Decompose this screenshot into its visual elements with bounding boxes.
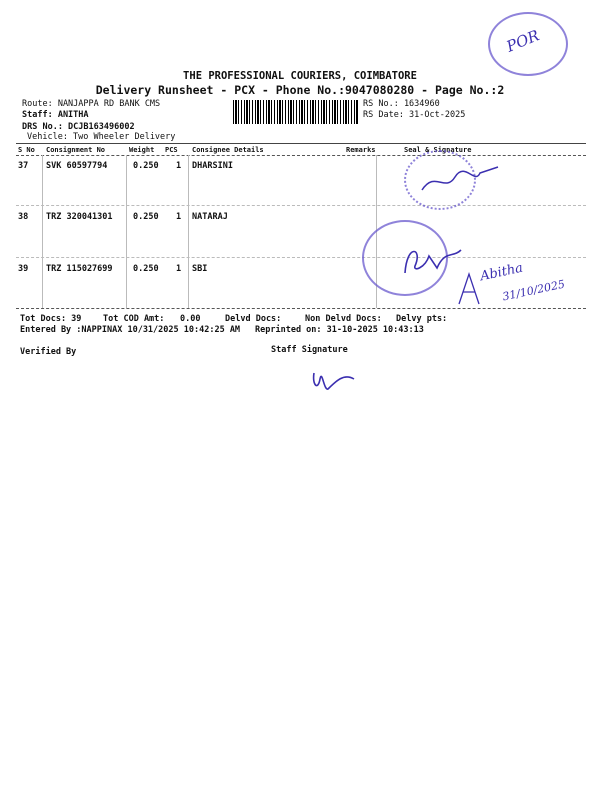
row-pcs: 1 <box>176 161 182 171</box>
table-bottom-rule <box>16 308 586 309</box>
reprinted-on: Reprinted on: 31-10-2025 10:43:13 <box>255 325 424 335</box>
row-pcs: 1 <box>176 264 182 274</box>
table-top-rule <box>16 143 586 144</box>
col-consignment: Consignment No <box>46 146 106 154</box>
row-weight: 0.250 <box>133 161 159 171</box>
verified-by: Verified By <box>20 347 77 357</box>
rs-date: RS Date: 31-Oct-2025 <box>363 110 466 120</box>
row-consignment: TRZ 320041301 <box>46 212 113 222</box>
handwritten-date: 31/10/2025 <box>501 277 567 304</box>
col-separator <box>126 155 127 308</box>
col-pcs: PCS <box>165 146 178 154</box>
tot-cod-label: Tot COD Amt: <box>103 314 165 324</box>
barcode <box>233 100 359 124</box>
rs-number: RS No.: 1634960 <box>363 99 440 109</box>
row-rule <box>16 205 586 206</box>
row-sno: 39 <box>18 264 29 274</box>
tot-cod-value: 0.00 <box>180 314 201 324</box>
company-title: THE PROFESSIONAL COURIERS, COIMBATORE <box>183 70 417 82</box>
row-consignee: DHARSINI <box>192 161 233 171</box>
row-weight: 0.250 <box>133 264 159 274</box>
col-separator <box>188 155 189 308</box>
col-remarks: Remarks <box>346 146 376 154</box>
delvd-docs: Delvd Docs: <box>225 314 282 324</box>
row-consignment: SVK 60597794 <box>46 161 108 171</box>
runsheet-subtitle: Delivery Runsheet - PCX - Phone No.:9047080280 - Page No.:2 <box>95 83 505 97</box>
tot-docs: Tot Docs: 39 <box>20 314 82 324</box>
row-pcs: 1 <box>176 212 182 222</box>
table-header-rule <box>16 155 586 156</box>
staff-signature <box>310 365 360 393</box>
signature-row37 <box>420 165 500 195</box>
signature-row39 <box>455 270 483 306</box>
col-seal: Seal & Signature <box>404 146 472 154</box>
row-consignee: NATARAJ <box>192 212 228 222</box>
delvy-pts: Delvy pts: <box>396 314 448 324</box>
row-sno: 38 <box>18 212 29 222</box>
non-delvd-docs: Non Delvd Docs: <box>305 314 382 324</box>
row-weight: 0.250 <box>133 212 159 222</box>
route-label: Route: NANJAPPA RD BANK CMS <box>22 99 161 109</box>
entered-by: Entered By :NAPPINAX 10/31/2025 10:42:25 AM <box>20 325 241 335</box>
row-sno: 37 <box>18 161 29 171</box>
row-consignment: TRZ 115027699 <box>46 264 113 274</box>
handwritten-name: Abitha <box>478 260 525 285</box>
vehicle-label: Vehicle: Two Wheeler Delivery <box>27 132 176 142</box>
col-consignee: Consignee Details <box>192 146 264 154</box>
staff-label: Staff: ANITHA <box>22 110 89 120</box>
col-separator <box>42 155 43 308</box>
row-rule <box>16 257 586 258</box>
col-weight: Weight <box>129 146 155 154</box>
col-sno: S No <box>18 146 35 154</box>
staff-signature-label: Staff Signature <box>271 345 348 355</box>
drs-number: DRS No.: DCJB163496002 <box>22 122 135 132</box>
row-consignee: SBI <box>192 264 208 274</box>
corner-handwritten-mark: POR <box>503 26 542 56</box>
